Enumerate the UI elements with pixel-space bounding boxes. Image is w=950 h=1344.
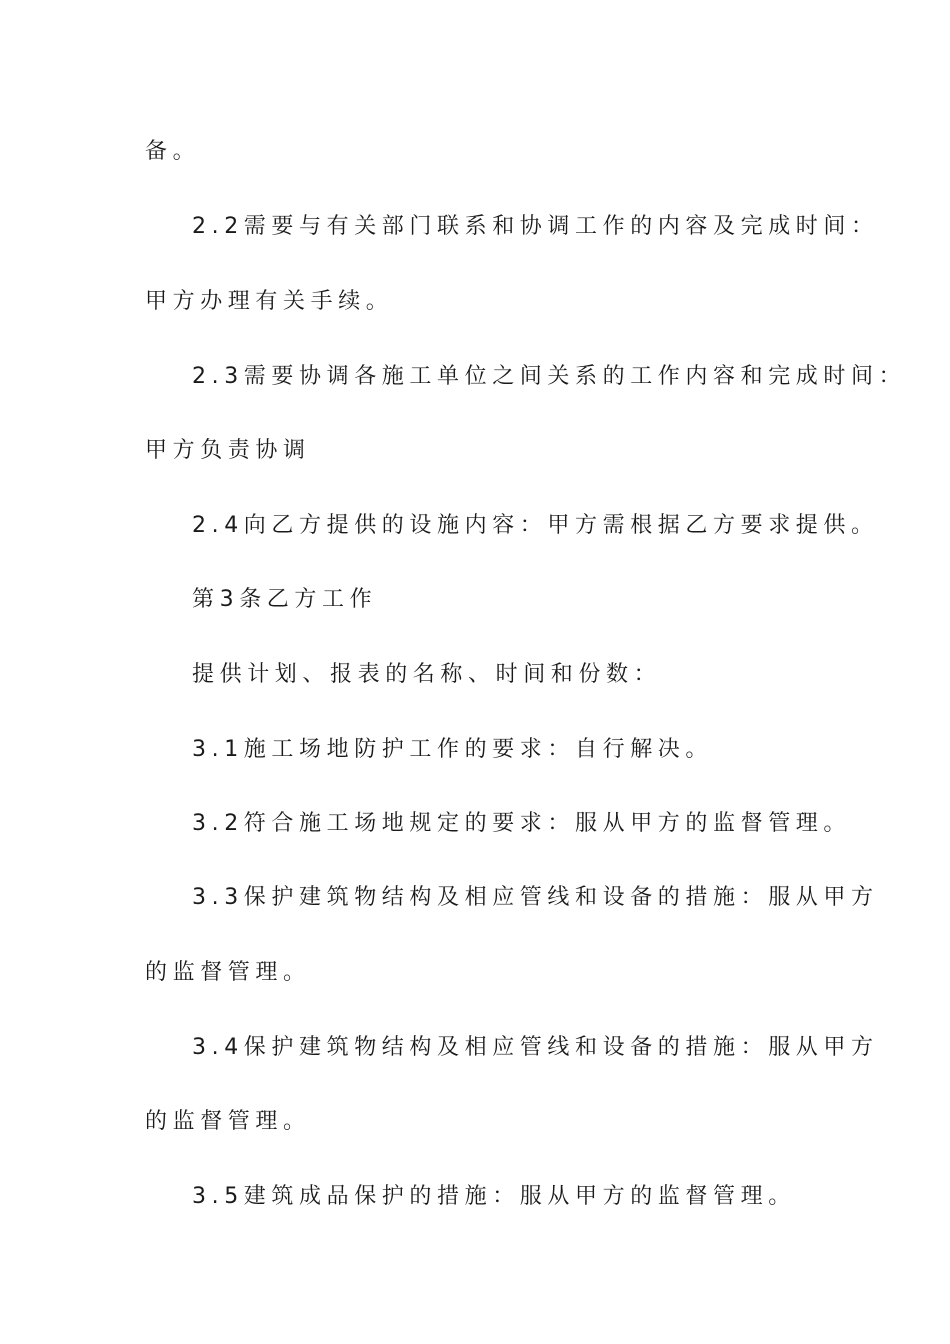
- paragraph-line: 3.2符合施工场地规定的要求：服从甲方的监督管理。: [192, 811, 851, 836]
- paragraph-line: 3.5建筑成品保护的措施：服从甲方的监督管理。: [192, 1184, 796, 1209]
- paragraph-line: 的监督管理。: [145, 960, 311, 985]
- paragraph-line: 的监督管理。: [145, 1109, 311, 1134]
- paragraph-line: 2.3需要协调各施工单位之间关系的工作内容和完成时间：: [192, 364, 907, 389]
- section-heading: 第3条乙方工作: [192, 587, 378, 612]
- paragraph-line: 甲方办理有关手续。: [145, 289, 394, 314]
- paragraph-line: 3.1施工场地防护工作的要求：自行解决。: [192, 737, 713, 762]
- paragraph-line: 3.4保护建筑物结构及相应管线和设备的措施：服从甲方: [192, 1035, 879, 1060]
- paragraph-line: 2.2需要与有关部门联系和协调工作的内容及完成时间：: [192, 214, 879, 239]
- paragraph-line: 甲方负责协调: [145, 438, 311, 463]
- paragraph-line: 提供计划、报表的名称、时间和份数：: [192, 662, 662, 687]
- paragraph-line: 2.4向乙方提供的设施内容：甲方需根据乙方要求提供。: [192, 513, 879, 538]
- paragraph-line: 备。: [145, 139, 201, 164]
- paragraph-line: 3.3保护建筑物结构及相应管线和设备的措施：服从甲方: [192, 885, 879, 910]
